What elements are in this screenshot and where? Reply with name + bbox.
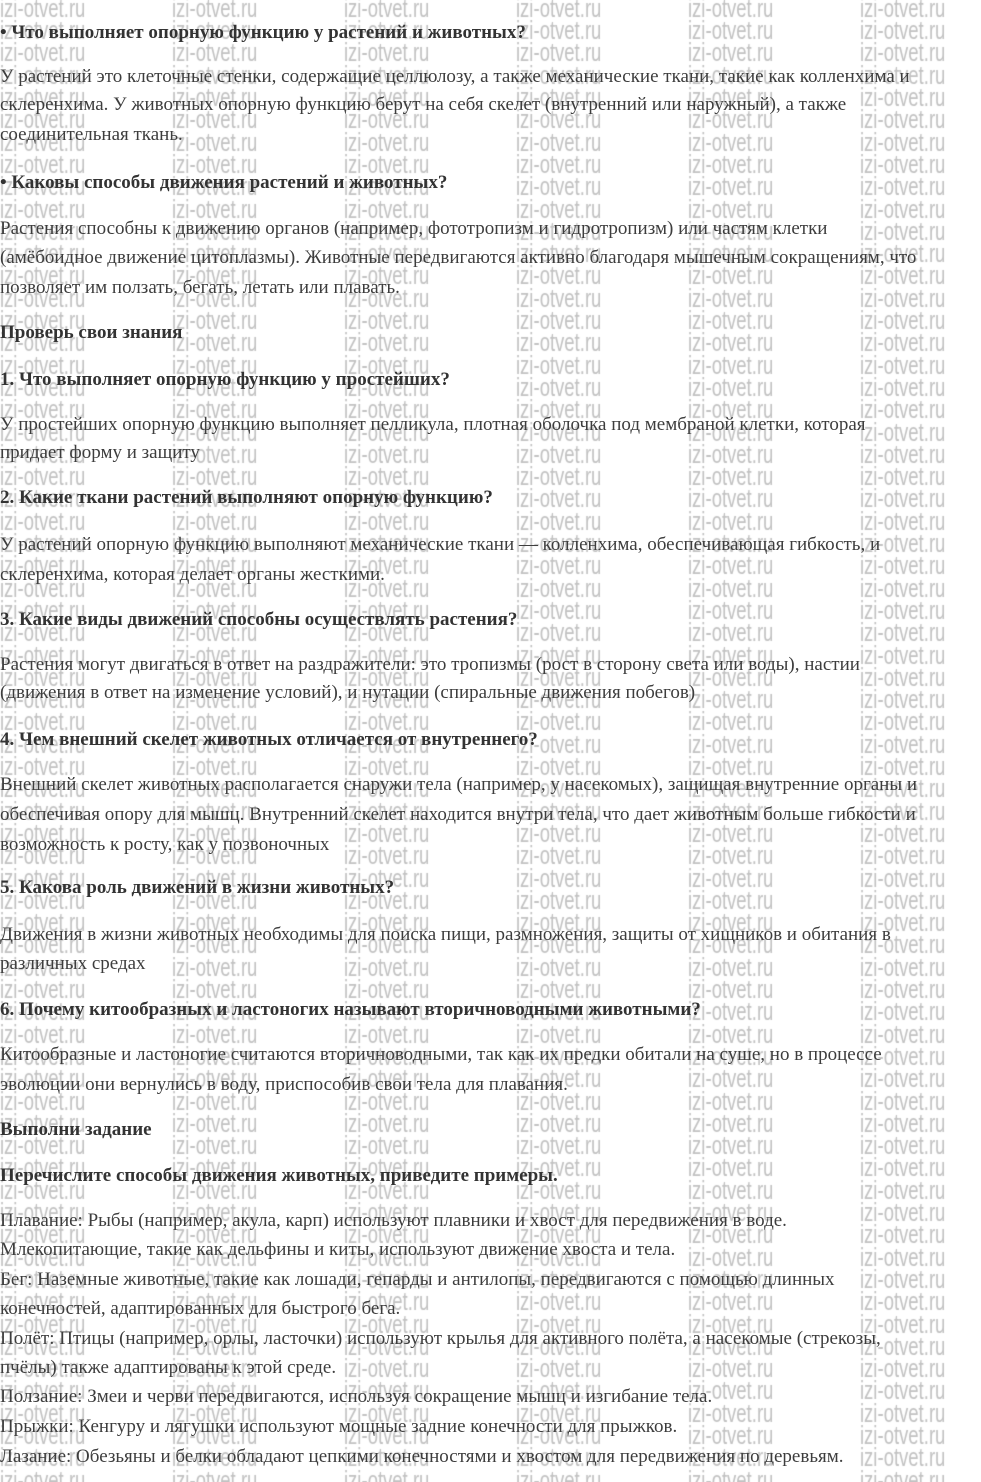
question-heading: 1. Что выполняет опорную функцию у простейших?: [0, 369, 450, 390]
answer-line: обеспечивая опору для мышц. Внутренний скелет находится внутри тела, что дает животным больше гибкости и: [0, 804, 916, 825]
answer-line: Млекопитающие, такие как дельфины и киты, используют движение хвоста и тела.: [0, 1239, 676, 1260]
answer-line: придает форму и защиту: [0, 442, 200, 463]
answer-line: различных средах: [0, 953, 146, 974]
answer-line: позволяет им ползать, бегать, летать или плавать.: [0, 277, 400, 298]
answer-line: пчёлы) также адаптированы к этой среде.: [0, 1357, 337, 1378]
answer-line: склеренхима. У животных опорную функцию берут на себя скелет (внутренний или наружный), а также: [0, 94, 847, 115]
question-heading: 4. Чем внешний скелет животных отличается от внутреннего?: [0, 729, 538, 750]
question-heading: 5. Какова роль движений в жизни животных?: [0, 877, 395, 898]
answer-line: Внешний скелет животных располагается снаружи тела (например, у насекомых), защищая внутренние органы и: [0, 774, 918, 795]
question-heading: 3. Какие виды движений способны осуществлять растения?: [0, 609, 518, 630]
answer-line: Полёт: Птицы (например, орлы, ласточки) используют крылья для активного полёта, а насекомые (стрекозы,: [0, 1328, 881, 1349]
answer-line: У растений это клеточные стенки, содержащие целлюлозу, а также механические ткани, такие как колленхима и: [0, 66, 910, 87]
answer-line: Растения могут двигаться в ответ на раздражители: это тропизмы (рост в сторону света или воды), настии: [0, 654, 860, 675]
section-heading: Проверь свои знания: [0, 322, 183, 343]
answer-line: Ползание: Змеи и черви передвигаются, используя сокращение мышц и изгибание тела.: [0, 1386, 713, 1407]
answer-line: Бег: Наземные животные, такие как лошади, гепарды и антилопы, передвигаются с помощью длинных: [0, 1269, 835, 1290]
answer-line: У растений опорную функцию выполняют механические ткани — колленхима, обеспечивающая гибкость, и: [0, 534, 881, 555]
answer-line: У простейших опорную функцию выполняет пелликула, плотная оболочка под мембраной клетки, которая: [0, 414, 866, 435]
section-heading: Выполни задание: [0, 1119, 152, 1140]
answer-line: возможность к росту, как у позвоночных: [0, 834, 330, 855]
task-question: Перечислите способы движения животных, приведите примеры.: [0, 1165, 558, 1186]
answer-line: соединительная ткань.: [0, 124, 183, 145]
answer-line: Лазание: Обезьяны и белки обладают цепкими конечностями и хвостом для передвижения по деревьям.: [0, 1446, 844, 1467]
answer-line: (движения в ответ на изменение условий), и нутации (спиральные движения побегов): [0, 682, 696, 703]
answer-line: конечностей, адаптированных для быстрого бега.: [0, 1298, 401, 1319]
question-heading: 6. Почему китообразных и ластоногих называют вторичноводными животными?: [0, 999, 701, 1020]
answer-line: Плавание: Рыбы (например, акула, карп) используют плавники и хвост для передвижения в воде.: [0, 1210, 787, 1231]
answer-line: эволюции они вернулись в воду, приспособив свои тела для плавания.: [0, 1074, 568, 1095]
answer-line: Прыжки: Кенгуру и лягушки используют мощные задние конечности для прыжков.: [0, 1416, 678, 1437]
answer-line: Китообразные и ластоногие считаются вторичноводными, так как их предки обитали на суше, но в процессе: [0, 1044, 882, 1065]
question-heading: • Каковы способы движения растений и животных?: [0, 172, 448, 193]
answer-line: Растения способны к движению органов (например, фототропизм и гидротропизм) или частям клетки: [0, 218, 828, 239]
answer-line: Движения в жизни животных необходимы для поиска пищи, размножения, защиты от хищников и обитания в: [0, 924, 891, 945]
question-heading: 2. Какие ткани растений выполняют опорную функцию?: [0, 487, 493, 508]
answer-line: склеренхима, которая делает органы жесткими.: [0, 564, 385, 585]
question-heading: • Что выполняет опорную функцию у растений и животных?: [0, 22, 526, 43]
answer-line: (амёбоидное движение цитоплазмы). Животные передвигаются активно благодаря мышечным сокращениям, что: [0, 247, 917, 268]
